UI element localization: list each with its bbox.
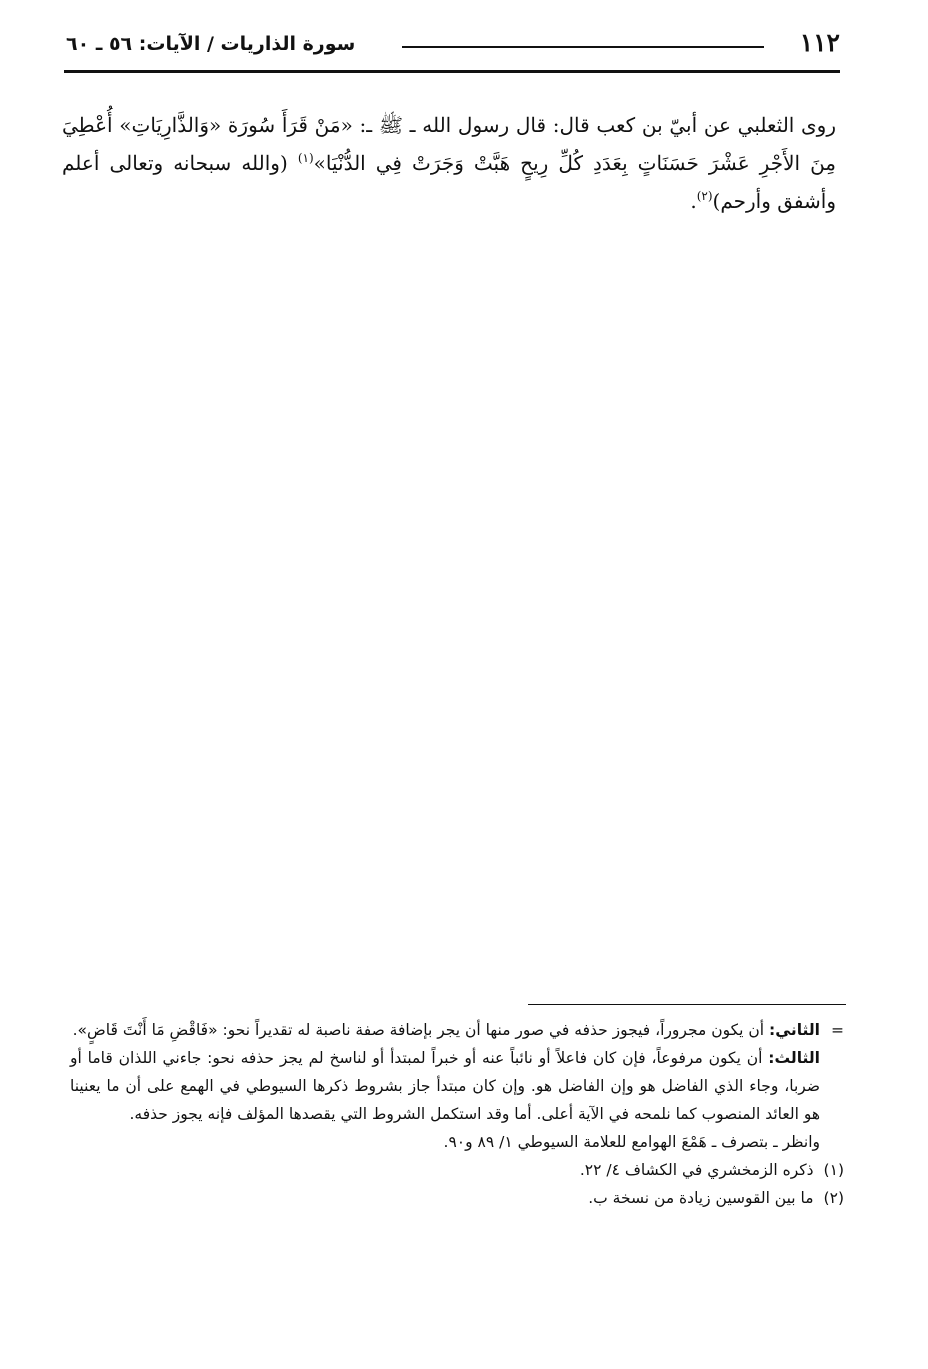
third-text: أن يكون مرفوعاً، فإن كان فاعلاً أو نائباً عنه أو خبراً لمبتدأ أو لناسخ لم يجز حذفه نحو: جاءني اللذان قاما أو ضربا، وجاء الذي الفاضل هو وإن الفاضل هو. وإن كان مبتدأ جاز بشروط ذكرها السيوطي في الهمع على أن ما يعنينا هو العائد المنصوب كما نلمحه في الآية أعلى. أما وقد استكمل الشروط التي يقصدها المؤلف فإنه يجوز حذفه. xyxy=(70,1049,820,1123)
page-header xyxy=(66,26,840,68)
header-dash-line xyxy=(402,46,764,48)
footnote-continuation xyxy=(70,1016,844,1156)
continuation-marker: = xyxy=(831,1021,844,1039)
footnote-separator xyxy=(528,1004,846,1005)
main-paragraph xyxy=(62,106,836,220)
footnote-2-text: ما بين القوسين زيادة من نسخة ب. xyxy=(588,1189,814,1207)
footnote-1 xyxy=(70,1156,844,1184)
footnote-ref-1[interactable]: (١) xyxy=(297,151,314,165)
main-paragraph-text: روى الثعلبي عن أبيّ بن كعب قال: قال رسول الله ـ ﷺ ـ: «مَنْ قَرَأَ سُورَة «وَالذَّارِيَاتِ» أُعْطِيَ مِنَ الأَجْرِ عَشْرَ حَسَنَاتٍ بِعَدَدِ كُلِّ رِيحٍ هَبَّتْ وَجَرَتْ فِي الدُّنْيَا» xyxy=(62,113,837,175)
main-end-punct: . xyxy=(690,189,697,213)
third-label: الثالث: xyxy=(768,1049,820,1067)
header-rule xyxy=(64,70,840,73)
footnote-2-number: (٢) xyxy=(823,1189,844,1207)
footnote-2 xyxy=(70,1184,844,1212)
main-text xyxy=(62,106,836,220)
footnote-see-also: وانظر ـ بتصرف ـ هَمْعَ الهوامع للعلامة السيوطي ١/ ٨٩ و٩٠. xyxy=(443,1133,820,1151)
second-label: الثاني: xyxy=(769,1021,820,1039)
page-number: ١١٢ xyxy=(799,28,840,57)
footnotes xyxy=(70,1016,844,1212)
main-closing-text: (والله سبحانه وتعالى أعلم وأشفق وأرحم) xyxy=(62,151,836,213)
footnote-1-number: (١) xyxy=(823,1161,844,1179)
footnote-ref-2[interactable]: (٢) xyxy=(696,189,713,203)
second-text: أن يكون مجروراً، فيجوز حذفه في صور منها أن يجر بإضافة صفة ناصبة له تقديراً نحو: «فَاقْضِ مَا أَنْتَ قَاضٍ». xyxy=(72,1021,770,1039)
running-title: سورة الذاريات / الآيات: ٥٦ ـ ٦٠ xyxy=(66,33,356,55)
footnote-third-case xyxy=(70,1044,820,1128)
footnote-1-text: ذكره الزمخشري في الكشاف ٤/ ٢٢. xyxy=(579,1161,814,1179)
footnote-second-case xyxy=(70,1016,820,1044)
